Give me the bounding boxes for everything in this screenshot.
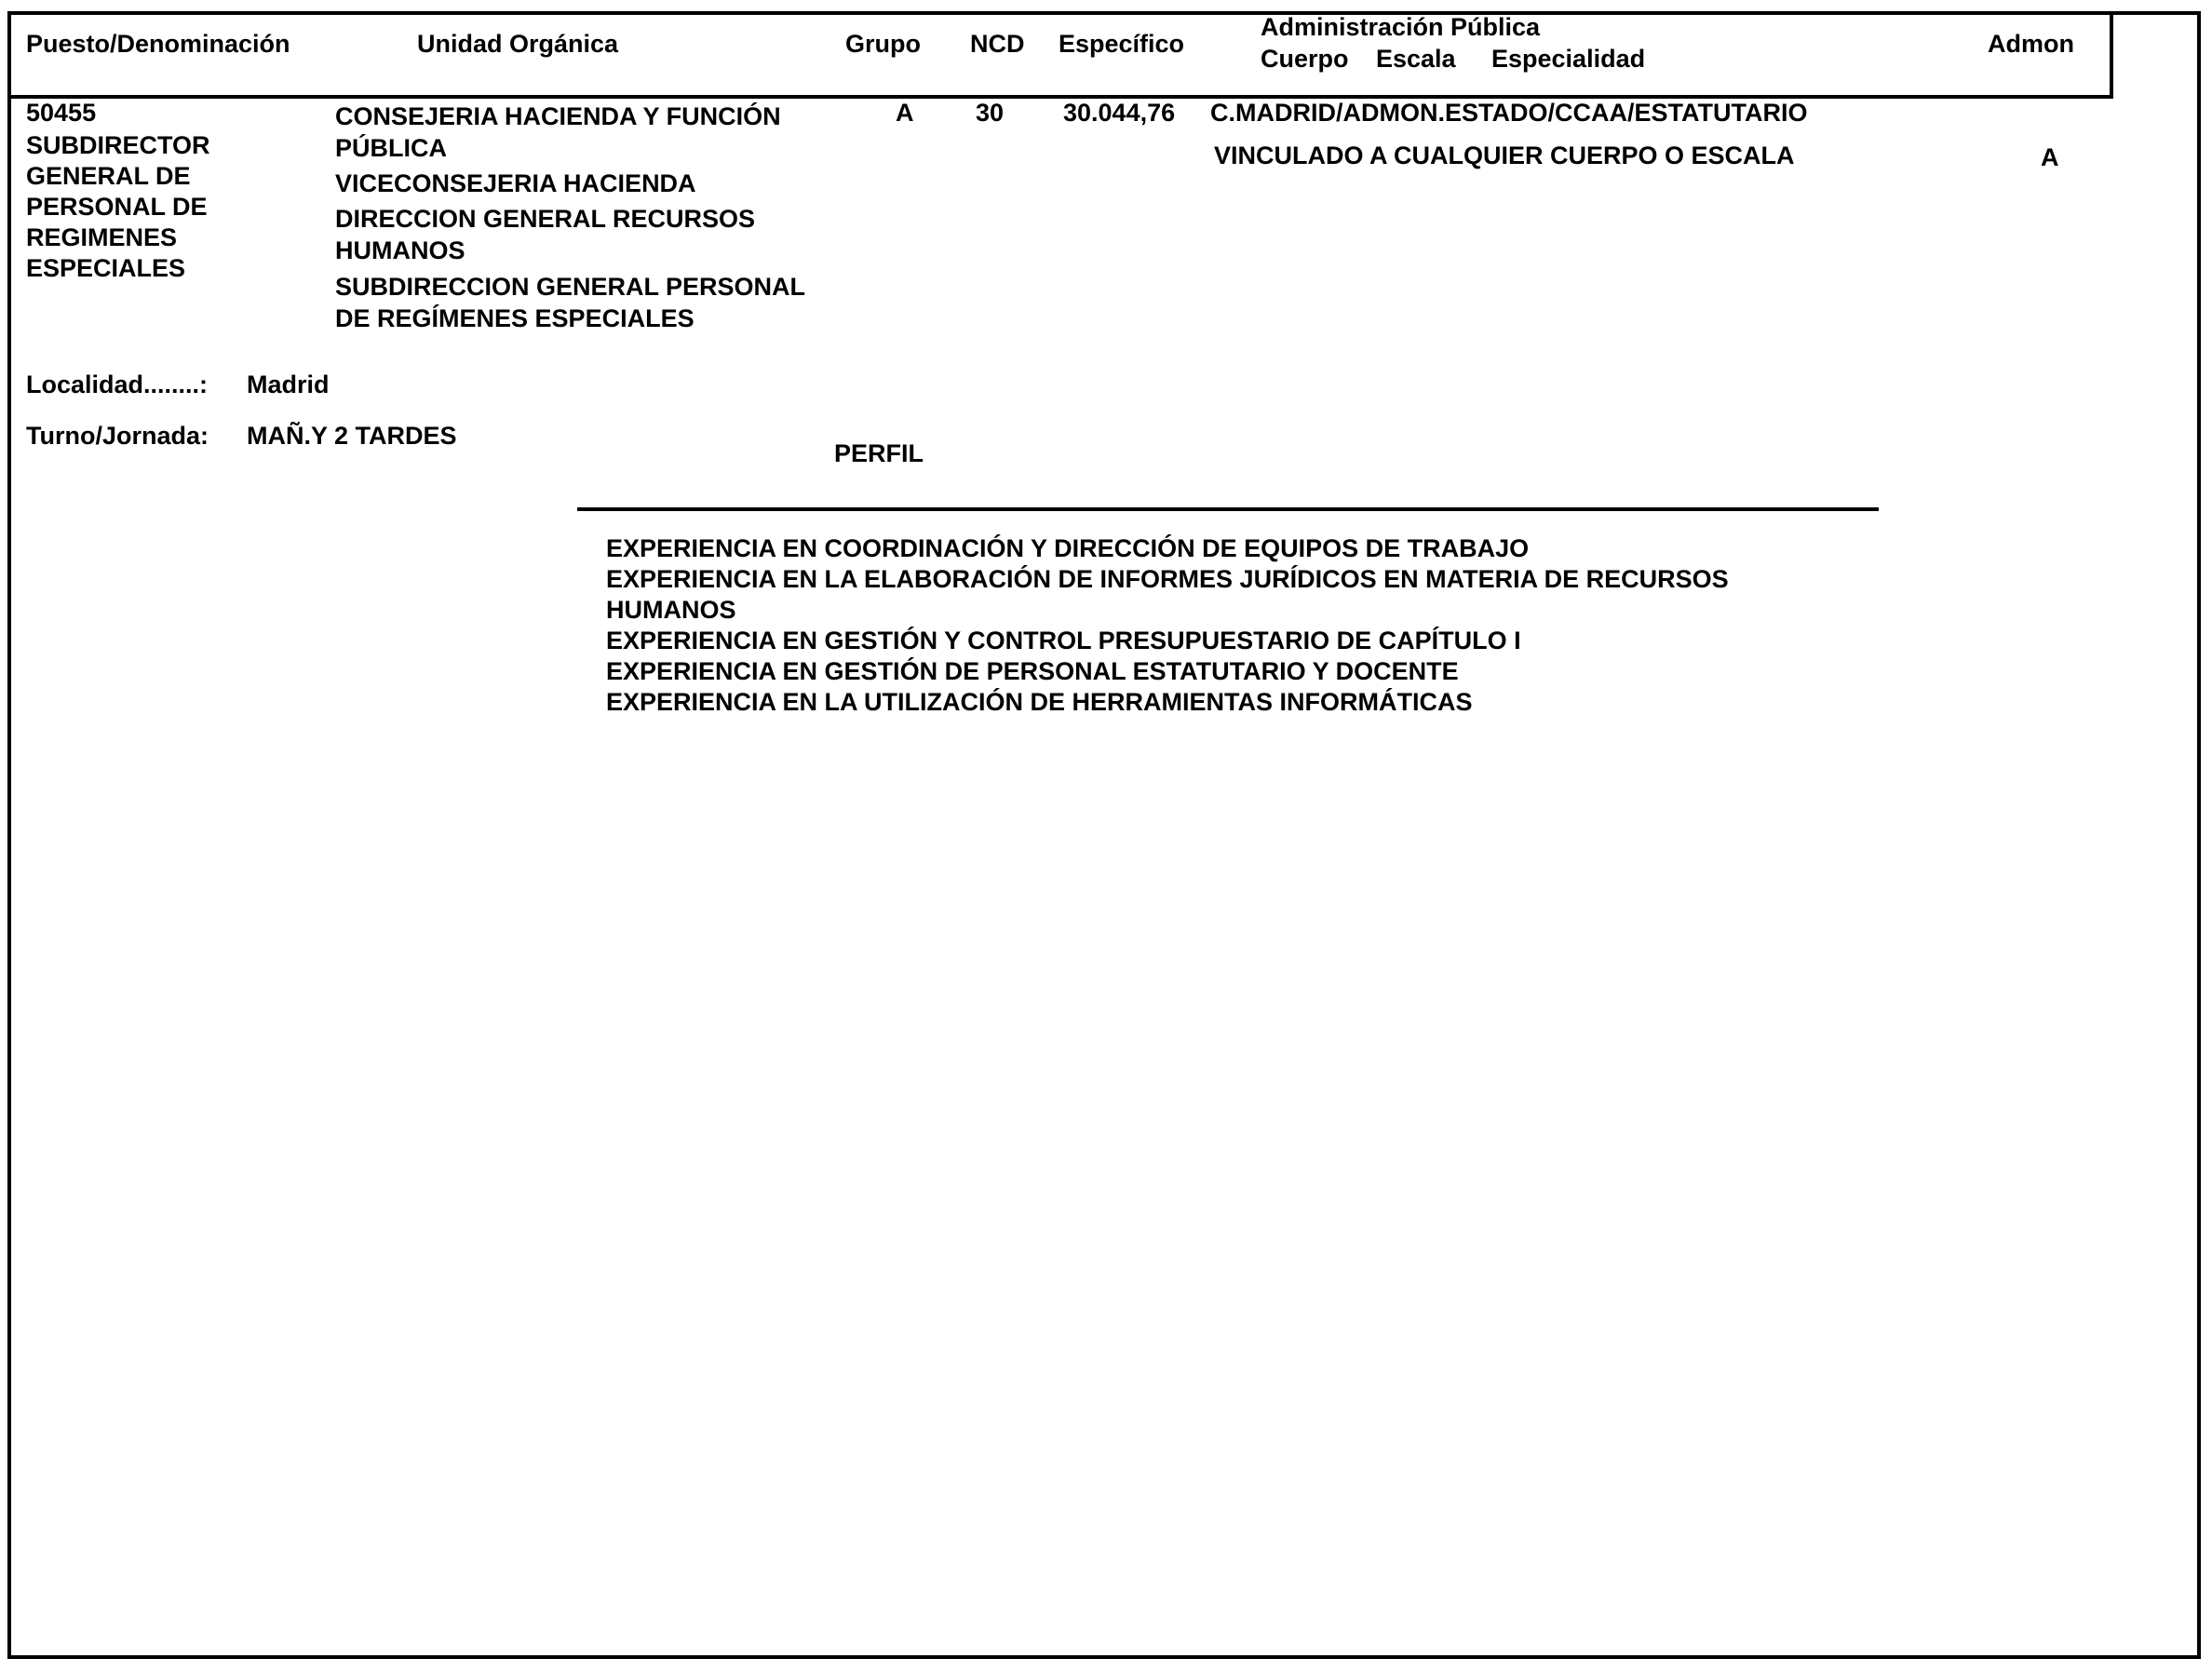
header-ncd: NCD	[970, 30, 1025, 58]
puesto-cuerpo-escala: VINCULADO A CUALQUIER CUERPO O ESCALA	[1214, 142, 1795, 169]
localidad-value: Madrid	[247, 371, 330, 398]
header-escala: Escala	[1376, 45, 1456, 73]
localidad-label: Localidad........:	[26, 371, 209, 398]
perfil-list	[606, 533, 1729, 718]
puesto-denominacion	[26, 130, 210, 284]
puesto-administracion: C.MADRID/ADMON.ESTADO/CCAA/ESTATUTARIO	[1210, 99, 1808, 127]
header-especialidad: Especialidad	[1491, 45, 1646, 73]
perfil-line: HUMANOS	[606, 596, 736, 624]
puesto-especifico: 30.044,76	[1063, 99, 1176, 127]
denominacion-line: PERSONAL DE	[26, 193, 208, 221]
puesto-ncd: 30	[976, 99, 1005, 127]
puesto-admon: A	[2041, 143, 2059, 171]
perfil-divider	[577, 507, 1879, 511]
perfil-line: EXPERIENCIA EN GESTIÓN DE PERSONAL ESTATUTARIO Y DOCENTE	[606, 657, 1459, 685]
puesto-codigo: 50455	[26, 99, 97, 127]
unidad-line: PÚBLICA	[335, 134, 447, 162]
perfil-line: EXPERIENCIA EN GESTIÓN Y CONTROL PRESUPUESTARIO DE CAPÍTULO I	[606, 627, 1521, 654]
header-especifico: Específico	[1059, 30, 1185, 58]
denominacion-line: REGIMENES	[26, 223, 178, 251]
header-puesto: Puesto/Denominación	[26, 30, 290, 58]
header-admon: Admon	[1988, 30, 2074, 58]
perfil-title: PERFIL	[834, 439, 924, 467]
turno-value: MAÑ.Y 2 TARDES	[247, 422, 457, 450]
denominacion-line: ESPECIALES	[26, 254, 186, 282]
perfil-line: EXPERIENCIA EN LA UTILIZACIÓN DE HERRAMIENTAS INFORMÁTICAS	[606, 688, 1473, 716]
turno-label: Turno/Jornada:	[26, 422, 209, 450]
unidad-line: DIRECCION GENERAL RECURSOS	[335, 205, 756, 233]
header-cuerpo: Cuerpo	[1261, 45, 1349, 73]
unidad-line: DE REGÍMENES ESPECIALES	[335, 304, 695, 332]
puesto-grupo: A	[896, 99, 914, 127]
unidad-line: HUMANOS	[335, 236, 465, 264]
unidad-line: VICECONSEJERIA HACIENDA	[335, 169, 696, 197]
perfil-line: EXPERIENCIA EN COORDINACIÓN Y DIRECCIÓN DE EQUIPOS DE TRABAJO	[606, 534, 1530, 562]
header-grupo: Grupo	[845, 30, 921, 58]
header-administracion: Administración Pública	[1261, 13, 1541, 41]
perfil-line: EXPERIENCIA EN LA ELABORACIÓN DE INFORMES JURÍDICOS EN MATERIA DE RECURSOS	[606, 565, 1729, 593]
denominacion-line: SUBDIRECTOR	[26, 131, 210, 159]
header-unidad: Unidad Orgánica	[417, 30, 619, 58]
denominacion-line: GENERAL DE	[26, 162, 191, 190]
unidad-line: SUBDIRECCION GENERAL PERSONAL	[335, 273, 806, 301]
unidad-line: CONSEJERIA HACIENDA Y FUNCIÓN	[335, 102, 781, 130]
